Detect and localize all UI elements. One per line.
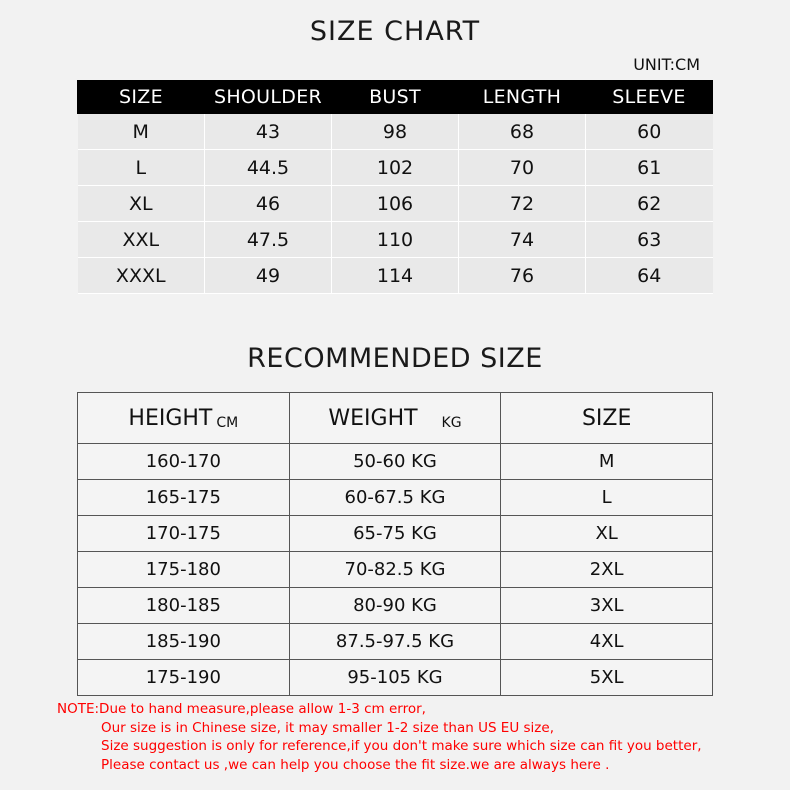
cell-weight: 70-82.5 KG [289,552,501,588]
table-row [78,624,713,660]
cell-size: L [78,150,205,186]
cell-sleeve: 60 [586,114,713,150]
cell-height: 175-180 [78,552,290,588]
cell-height: 165-175 [78,480,290,516]
size-chart-table [77,80,713,294]
cell-weight: 95-105 KG [289,660,501,696]
column-header-sleeve: SLEEVE [586,81,713,114]
cell-bust: 114 [332,258,459,294]
cell-height: 170-175 [78,516,290,552]
column-header-weight-label: WEIGHT [328,405,418,431]
table-row [78,516,713,552]
table-row [78,114,713,150]
cell-size: XL [501,516,713,552]
notes-block [57,700,702,774]
column-header-size-label: SIZE [581,405,632,431]
table-row [78,588,713,624]
cell-length: 76 [459,258,586,294]
recommended-size-table-wrapper [77,392,713,696]
cell-bust: 110 [332,222,459,258]
cell-size: M [501,444,713,480]
cell-sleeve: 62 [586,186,713,222]
cell-size: 3XL [501,588,713,624]
page-title: SIZE CHART [309,16,481,47]
cell-shoulder: 46 [205,186,332,222]
cell-weight: 80-90 KG [289,588,501,624]
cell-length: 74 [459,222,586,258]
size-chart-table-wrapper [77,80,713,294]
note-line-2: Our size is in Chinese size, it may smaller 1-2 size than US EU size, [101,719,554,736]
note-line-4: Please contact us ,we can help you choose the fit size.we are always here . [101,756,610,773]
cell-weight: 65-75 KG [289,516,501,552]
cell-height: 160-170 [78,444,290,480]
note-line-1: NOTE:Due to hand measure,please allow 1-3 cm error, [57,701,426,717]
cell-shoulder: 44.5 [205,150,332,186]
cell-bust: 98 [332,114,459,150]
table-row [78,258,713,294]
column-header-weight-unit: KG [441,414,462,431]
cell-shoulder: 47.5 [205,222,332,258]
column-header-shoulder: SHOULDER [205,81,332,114]
cell-sleeve: 61 [586,150,713,186]
cell-height: 175-190 [78,660,290,696]
cell-size: XXXL [78,258,205,294]
table-header-row [78,81,713,114]
table-header-row [78,393,713,444]
cell-sleeve: 64 [586,258,713,294]
table-row [78,660,713,696]
cell-height: 180-185 [78,588,290,624]
cell-size: 4XL [501,624,713,660]
column-header-size [501,393,713,444]
cell-weight: 60-67.5 KG [289,480,501,516]
table-row [78,444,713,480]
recommended-size-table [77,392,713,696]
cell-sleeve: 63 [586,222,713,258]
cell-size: M [78,114,205,150]
cell-shoulder: 43 [205,114,332,150]
cell-bust: 102 [332,150,459,186]
column-header-height-unit: CM [216,414,239,431]
cell-weight: 50-60 KG [289,444,501,480]
cell-bust: 106 [332,186,459,222]
cell-size: XXL [78,222,205,258]
cell-size: 2XL [501,552,713,588]
cell-height: 185-190 [78,624,290,660]
recommended-size-title: RECOMMENDED SIZE [247,343,543,374]
note-line-3: Size suggestion is only for reference,if you don't make sure which size can fit you better, [101,738,702,754]
cell-size: L [501,480,713,516]
table-row [78,222,713,258]
unit-label: UNIT:CM [633,55,700,74]
table-row [78,186,713,222]
cell-size: XL [78,186,205,222]
column-header-height-label: HEIGHT [128,405,213,431]
column-header-weight [289,393,501,444]
cell-length: 68 [459,114,586,150]
column-header-size: SIZE [78,81,205,114]
cell-length: 70 [459,150,586,186]
table-row [78,552,713,588]
cell-size: 5XL [501,660,713,696]
column-header-height [78,393,290,444]
table-row [78,150,713,186]
column-header-bust: BUST [332,81,459,114]
cell-shoulder: 49 [205,258,332,294]
cell-length: 72 [459,186,586,222]
column-header-length: LENGTH [459,81,586,114]
table-row [78,480,713,516]
cell-weight: 87.5-97.5 KG [289,624,501,660]
